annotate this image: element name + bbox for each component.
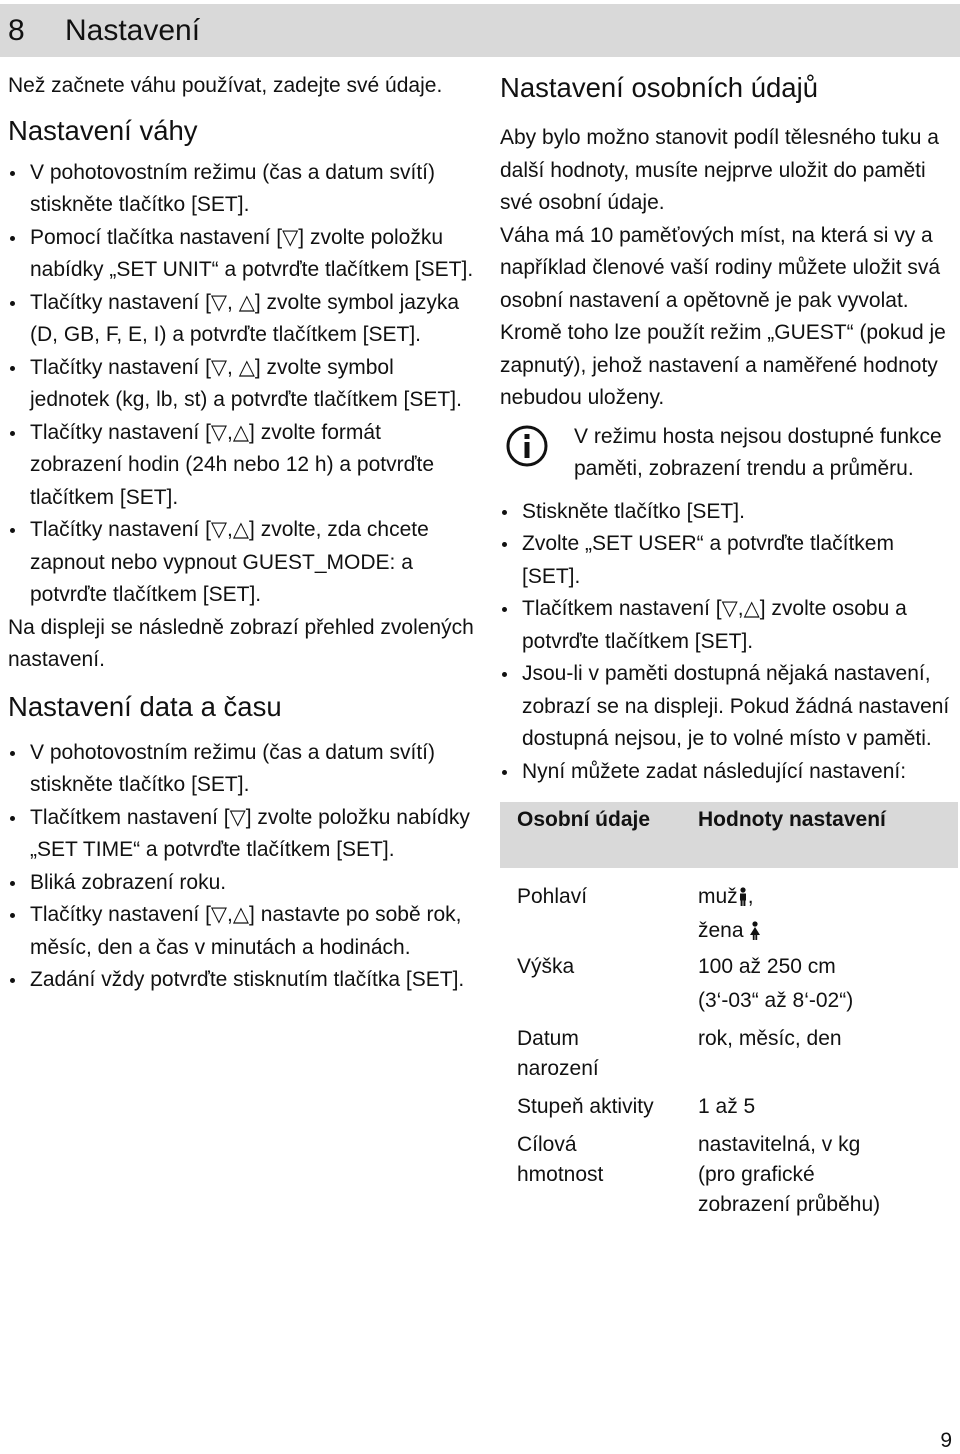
label-line: Datum (517, 1027, 579, 1050)
list-item: Pomocí tlačítka nastavení [▽] zvolte položku nabídky „SET UNIT“ a potvrďte tlačítkem [SET]. (8, 222, 478, 287)
table-row (500, 952, 958, 1016)
row-value (698, 1130, 958, 1220)
settings-table (500, 802, 958, 1220)
list-item: V pohotovostním režimu (čas a datum svítí) stiskněte tlačítko [SET]. (8, 157, 478, 222)
list-item: Tlačítky nastavení [▽,△] zvolte, zda chcete zapnout nebo vypnout GUEST_MODE: a potvrďte tlačítkem [SET]. (8, 514, 478, 612)
page-number: 9 (940, 1429, 952, 1452)
row-label: Pohlaví (517, 885, 588, 908)
personal-paragraph-1: Aby bylo možno stanovit podíl tělesného tuku a další hodnoty, musíte nejprve uložit do paměti své osobní údaje. (500, 126, 939, 214)
row-value: rok, měsíc, den (698, 1027, 842, 1050)
intro-text: Než začnete váhu používat, zadejte své údaje. (8, 74, 443, 97)
list-item: Tlačítky nastavení [▽,△] zvolte formát zobrazení hodin (24h nebo 12 h) a potvrďte tlačítkem [SET]. (8, 417, 478, 515)
scale-settings-heading: Nastavení váhy (8, 114, 198, 146)
row-value (698, 952, 958, 1016)
scale-settings-summary: Na displeji se následně zobrazí přehled zvolených nastavení. (8, 615, 474, 671)
list-item: Tlačítkem nastavení [▽] zvolte položku nabídky „SET TIME“ a potvrďte tlačítkem [SET]. (8, 802, 478, 867)
column-header-values: Hodnoty nastavení (698, 808, 886, 831)
table-row (500, 1024, 958, 1084)
table-row (500, 1130, 958, 1220)
list-item: Tlačítky nastavení [▽,△] nastavte po sobě rok, měsíc, den a čas v minutách a hodinách. (8, 899, 478, 964)
list-item: Zadání vždy potvrďte stisknutím tlačítka [SET]. (8, 964, 478, 997)
info-icon (506, 425, 548, 467)
male-icon (738, 887, 748, 907)
date-time-heading: Nastavení data a času (8, 690, 282, 722)
date-time-list (8, 737, 478, 997)
value-line: zobrazení průběhu) (698, 1193, 881, 1216)
scale-settings-list (8, 157, 478, 612)
chapter-title: Nastavení (65, 14, 201, 47)
row-label (500, 1024, 698, 1084)
table-row (500, 882, 958, 946)
list-item: Zvolte „SET USER“ a potvrďte tlačítkem [SET]. (500, 528, 955, 593)
value-female: žena (698, 919, 744, 942)
chapter-number: 8 (8, 14, 25, 47)
list-item: Tlačítky nastavení [▽, △] zvolte symbol jednotek (kg, lb, st) a potvrďte tlačítkem [SET]. (8, 352, 478, 417)
row-value (698, 882, 958, 946)
list-item: Nyní můžete zadat následující nastavení: (500, 756, 955, 789)
personal-data-heading: Nastavení osobních údajů (500, 72, 818, 103)
personal-steps-list (500, 496, 955, 789)
personal-paragraph-3: Kromě toho lze použít režim „GUEST“ (pokud je zapnutý), jehož nastavení a naměřené hodnoty nebudou uloženy. (500, 321, 946, 409)
list-item: Bliká zobrazení roku. (8, 867, 478, 900)
table-header-row (500, 802, 958, 868)
label-line: narození (517, 1057, 599, 1080)
value-line: (pro grafické (698, 1163, 815, 1186)
row-label (500, 1130, 698, 1220)
list-item: Tlačítky nastavení [▽, △] zvolte symbol jazyka (D, GB, F, E, I) a potvrďte tlačítkem [SET]. (8, 287, 478, 352)
column-header-data: Osobní údaje (517, 808, 651, 831)
label-line: hmotnost (517, 1163, 604, 1186)
list-item: Jsou-li v paměti dostupná nějaká nastavení, zobrazí se na displeji. Pokud žádná nastavení dostupná nejsou, je to volné místo v paměti. (500, 658, 955, 756)
value-line: (3‘-03“ až 8‘-02“) (698, 989, 854, 1012)
table-row (500, 1092, 958, 1122)
row-value: 1 až 5 (698, 1095, 756, 1118)
value-line: 100 až 250 cm (698, 955, 836, 978)
chapter-header-bar (0, 4, 960, 57)
female-icon (749, 921, 761, 941)
left-column (8, 70, 478, 997)
right-column (500, 70, 955, 1220)
row-label: Výška (517, 955, 575, 978)
note-text: V režimu hosta nejsou dostupné funkce paměti, zobrazení trendu a průměru. (574, 424, 942, 480)
list-item: V pohotovostním režimu (čas a datum svítí) stiskněte tlačítko [SET]. (8, 737, 478, 802)
personal-paragraph-2: Váha má 10 paměťových míst, na která si vy a například členové vaší rodiny můžete uložit svá osobní nastavení a opětovně je pak vyvolat. (500, 223, 941, 312)
value-separator: , (747, 885, 754, 908)
list-item: Stiskněte tlačítko [SET]. (500, 496, 955, 529)
guest-mode-note (500, 421, 955, 486)
row-label: Stupeň aktivity (517, 1095, 654, 1118)
list-item: Tlačítkem nastavení [▽,△] zvolte osobu a potvrďte tlačítkem [SET]. (500, 593, 955, 658)
value-male: muž (698, 885, 738, 908)
value-line: nastavitelná, v kg (698, 1133, 861, 1156)
label-line: Cílová (517, 1133, 577, 1156)
